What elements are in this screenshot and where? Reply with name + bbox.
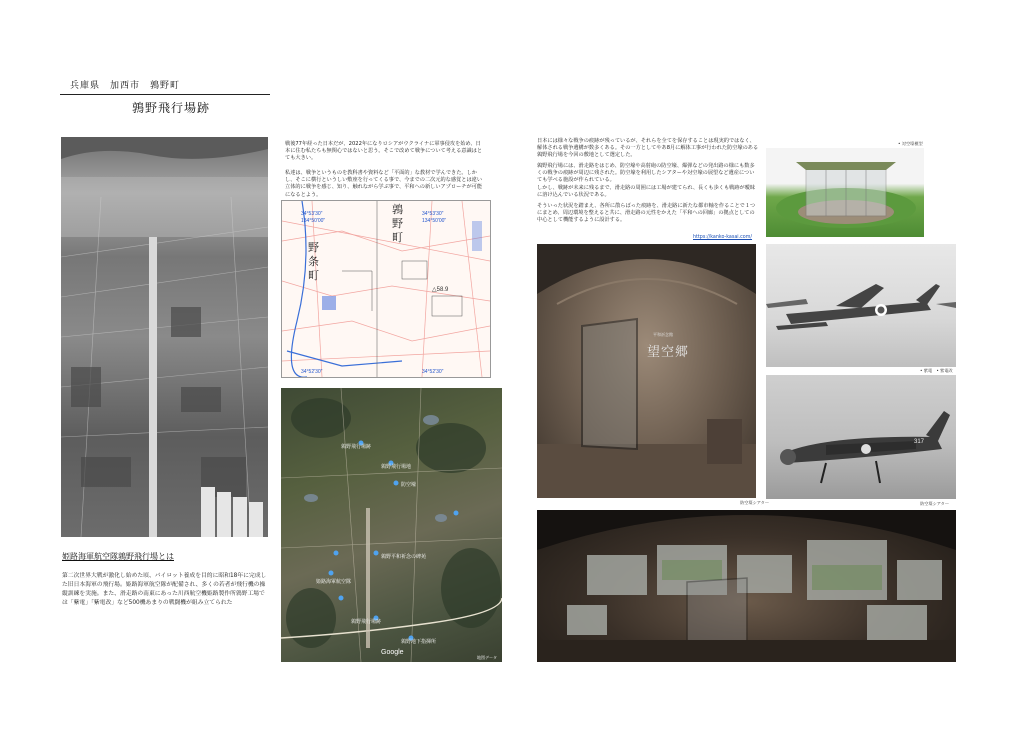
sat-label-2: 鶉野飛行場地 [381, 464, 412, 470]
satellite-map [281, 388, 502, 662]
theater-drawing-1 [537, 244, 756, 498]
location-label: 兵庫県 加西市 鶉野町 [70, 81, 181, 91]
theater-sign-small: 平和祈念館 [653, 332, 673, 337]
aircraft-drawing-2 [766, 375, 956, 499]
map-label-town-2: 野 [392, 217, 403, 230]
section-heading: 姫路海軍航空隊鶉野飛行場とは [62, 552, 174, 561]
map-label-town-6: 町 [308, 269, 319, 282]
bunker-drawing [766, 148, 924, 237]
aircraft-number: 317 [914, 439, 925, 445]
aircraft-photo-1 [766, 244, 956, 367]
aircraft-photo-2 [766, 375, 956, 499]
map-label-town-4: 野 [308, 241, 319, 254]
source-url[interactable]: https://kanko-kasai.com/ [693, 235, 753, 240]
map-coord-3: 34°53'30" [422, 211, 444, 217]
sat-label-4: 鶉野平和祈念の碑苑 [381, 554, 427, 560]
map-elevation: △58.9 [432, 287, 449, 293]
map-coord-2: 134°50'00" [301, 218, 326, 224]
right-paragraph-2: 鶉野飛行場には、滑走路をはじめ、防空壕や高射砲の防空壕、爆弾などの発出路の様にも数多くの戦争の痕跡が周辺に残された。防空壕を利用したシアターや対空壕の展望など遺産についても学べる施設が作られている。 しかし、戦跡が未来に残るまで、滑走路の周囲には工場が建てられ、長くも歩くも戦跡が曖昧に溶け込んでいる状況である。 [537, 163, 756, 198]
satellite-drawing [281, 388, 502, 662]
map-coord-6: 34°52'30" [422, 369, 444, 375]
right-paragraph-3: そういった状況を踏まえ、各所に散らばった痕跡を、滑走路に新たな都市軸を作ることで１つにまとめ、周辺環境を整えると共に、滑走路の元性をかえた「平和への回廊」の拠点としての中心として機能するように設計する。 [537, 203, 756, 224]
bunker-theater-photo-1 [537, 244, 756, 498]
map-label-town-1: 鶉 [392, 203, 403, 216]
sat-label-3: 防空壕 [401, 482, 417, 488]
sat-label-6: 鶉野飛行場跡 [351, 619, 382, 625]
caption-aircraft: • 紫電 • 紫電改 [920, 368, 953, 373]
google-logo: Google [381, 649, 404, 656]
theater-sign-char-3: 郷 [675, 345, 689, 360]
page-title: 鶉野飛行場跡 [132, 101, 211, 115]
mid-paragraph-1: 戦後77年経った日本だが、2022年になりロシアがウクライナに軍事侵攻を始め、日本に住む私たちも無関心ではないと思う。そこで改めて戦争について考える意識はとても大きい。 [285, 141, 483, 162]
sat-label-7: 鶉野地下指揮所 [401, 639, 437, 645]
sat-label-1: 鶉野飛行場跡 [341, 444, 372, 450]
left-body-text: 第二次世界大戦が激化し始めた頃、パイロット養成を目的に昭和18年に完成した旧日本海軍の飛行場。姫路海軍航空隊が配備され、多くの若者が飛行機の操縦訓練を実施。また、滑走路の南東にあった川西航空機姫路製作所鶉野工場では「紫電」「紫電改」など500機あまりの戦闘機が組み立てられた [62, 573, 267, 606]
caption-theater-2: 防空壕シアター [920, 501, 950, 506]
map-coord-1: 34°53'30" [301, 211, 323, 217]
aircraft-drawing-1 [766, 244, 956, 367]
mid-paragraph-2: 私達は、戦争というものを教科書や資料など「平面的」な教材で学んできた。しかし、そこに横行というしい敷座を行ってくる事で、今までの二次元的な感覚とは違い立体的に戦争を感じ、知り、触れながら学ぶ事で、平和への新しいアプローチが可能になるとよう。 [285, 170, 483, 198]
topographic-map [281, 200, 491, 378]
caption-bunker-model: • 対空壕模型 [898, 141, 923, 146]
header-rule [60, 94, 270, 95]
bunker-model-photo [766, 148, 924, 237]
map-label-town-3: 町 [392, 231, 403, 244]
map-label-town-5: 条 [308, 255, 319, 268]
map-drawing [282, 201, 490, 377]
sat-label-5: 姫路海軍航空隊 [316, 579, 352, 585]
aerial-detail [61, 137, 268, 537]
map-data-credit: 地図データ [477, 655, 497, 660]
bunker-theater-photo-2 [537, 510, 956, 662]
right-paragraph-1: 日本には様々な戦争の痕跡が残っているが、それらを全てを保存することは現実的ではなく、解体される戦争遺構が数多くある。その一方としてやあ8月に解体工事が行われた防空壕のある鶉野飛行場を今回の敷地として選定した。 [537, 138, 759, 159]
caption-theater-1: 防空壕シアター [740, 500, 770, 505]
theater-sign-char-2: 空 [661, 345, 675, 360]
theater-sign-char-1: 望 [647, 345, 661, 360]
map-coord-5: 34°52'30" [301, 369, 323, 375]
theater-drawing-2 [537, 510, 956, 662]
map-coord-4: 134°50'00" [422, 218, 447, 224]
aerial-photo [61, 137, 268, 537]
